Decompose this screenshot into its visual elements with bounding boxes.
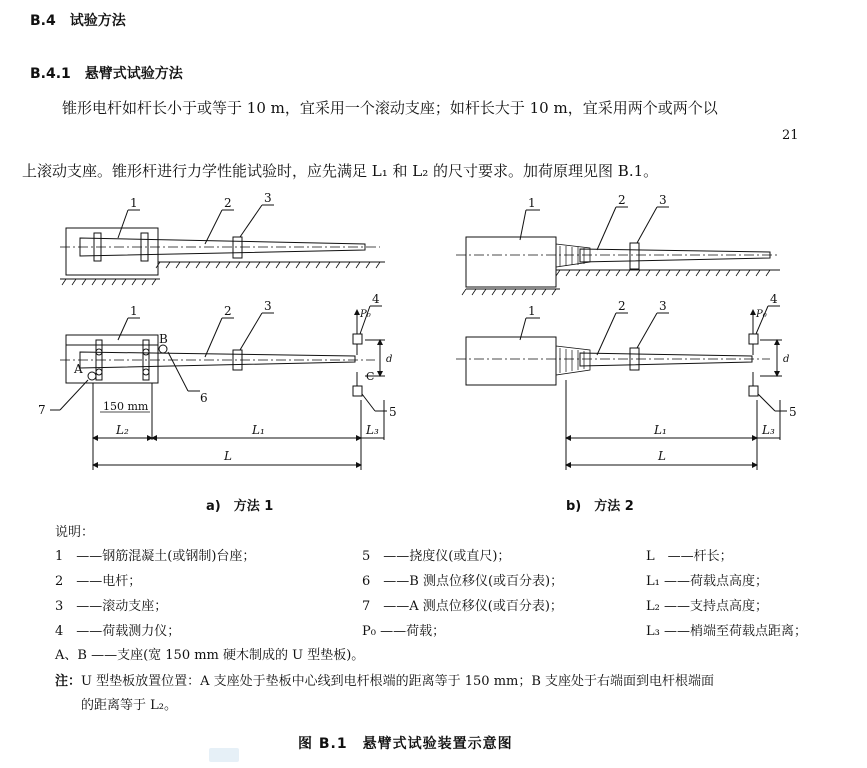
legend-item: P₀ ——荷载； <box>362 624 446 639</box>
note-text-1: U 型垫板放置位置：A 支座处于垫板中心线到电杆根端的距离等于 150 mm；B 支座处于右端面到电杆根端面 <box>81 674 715 689</box>
label-2-b-top: 2 <box>618 193 626 207</box>
section-heading: B.4 试验方法 <box>30 13 126 29</box>
label-2-b: 2 <box>618 299 626 313</box>
pole-b-front <box>580 353 752 366</box>
legend-item: L₂ ——支持点高度； <box>646 599 768 614</box>
label-3-a: 3 <box>264 299 272 313</box>
legend-item: 6 ——B 测点位移仪(或百分表)； <box>362 574 564 589</box>
dim-l-b: L <box>658 449 666 463</box>
caption-method-2: b) 方法 2 <box>566 499 634 514</box>
label-c-point: C <box>366 370 375 383</box>
base-block <box>466 237 556 287</box>
legend-item: 2 ——电杆； <box>55 574 142 589</box>
legend-item: 4 ——荷载测力仪； <box>55 624 181 639</box>
label-5-b: 5 <box>789 405 797 419</box>
watermark-logo <box>209 748 239 762</box>
note-line-1 <box>55 670 714 689</box>
note-line-2: 的距离等于 L₂。 <box>81 698 177 713</box>
label-7-a: 7 <box>38 403 46 417</box>
method2-front-view <box>456 306 790 470</box>
label-1-b-top: 1 <box>528 196 536 210</box>
legend-item: 5 ——挠度仪(或直尺)； <box>362 549 511 564</box>
label-p0-a: P₀ <box>360 309 371 320</box>
legend-ab-item: A、B ——支座(宽 150 mm 硬木制成的 U 型垫板)。 <box>55 648 365 663</box>
label-3-b-top: 3 <box>659 193 667 207</box>
label-2-a-top: 2 <box>224 196 232 210</box>
page-number: 21 <box>782 128 799 143</box>
legend-item: L₁ ——荷载点高度； <box>646 574 768 589</box>
method2-top-view <box>456 207 780 295</box>
label-a-support: A <box>74 362 83 376</box>
label-3-a-top: 3 <box>264 191 272 205</box>
label-d-a: d <box>386 354 393 365</box>
note-label: 注： <box>55 674 82 689</box>
dim-150mm: 150 mm <box>103 400 149 413</box>
method1-top-view <box>60 205 385 285</box>
label-4-a: 4 <box>372 292 380 306</box>
dim-l3-a: L₃ <box>366 423 379 437</box>
dim-l3-b: L₃ <box>762 423 775 437</box>
label-6-a: 6 <box>200 391 208 405</box>
figure-b1-diagram <box>0 185 867 485</box>
label-b-support: B <box>159 332 168 346</box>
legend-item: 3 ——滚动支座； <box>55 599 168 614</box>
legend-item: L₃ ——梢端至荷载点距离； <box>646 624 807 639</box>
dim-l1-b: L₁ <box>654 423 667 437</box>
legend-item: 7 ——A 测点位移仪(或百分表)； <box>362 599 563 614</box>
legend-item: 1 ——钢筋混凝土(或钢制)台座； <box>55 549 256 564</box>
dim-l-a: L <box>224 449 232 463</box>
dim-l1-a: L₁ <box>252 423 265 437</box>
caption-method-1: a) 方法 1 <box>206 499 274 514</box>
paragraph-line-1: 锥形电杆如杆长小于或等于 10 m，宜采用一个滚动支座；如杆长大于 10 m，宜采用两个或两个以 <box>62 99 718 117</box>
paragraph-line-2: 上滚动支座。锥形杆进行力学性能试验时，应先满足 L₁ 和 L₂ 的尺寸要求。加荷原理见图 B.1。 <box>22 162 659 180</box>
label-2-a: 2 <box>224 304 232 318</box>
label-d-b: d <box>783 354 790 365</box>
ground-hatch <box>62 262 380 285</box>
label-3-b: 3 <box>659 299 667 313</box>
pole-b <box>580 249 770 262</box>
legend-title: 说明： <box>55 525 95 540</box>
subsection-heading: B.4.1 悬臂式试验方法 <box>30 66 183 82</box>
label-5-a: 5 <box>389 405 397 419</box>
legend-item: L ——杆长； <box>646 549 733 564</box>
method1-front-view <box>50 306 387 470</box>
label-4-b: 4 <box>770 292 778 306</box>
roller-support <box>233 237 242 258</box>
label-1-b: 1 <box>528 304 536 318</box>
label-1-a-top: 1 <box>130 196 138 210</box>
figure-title: 图 B.1 悬臂式试验装置示意图 <box>298 736 513 752</box>
label-1-a: 1 <box>130 304 138 318</box>
base-block-front <box>466 337 556 385</box>
dim-l2-a: L₂ <box>116 423 129 437</box>
label-p0-b: P₀ <box>756 309 767 320</box>
